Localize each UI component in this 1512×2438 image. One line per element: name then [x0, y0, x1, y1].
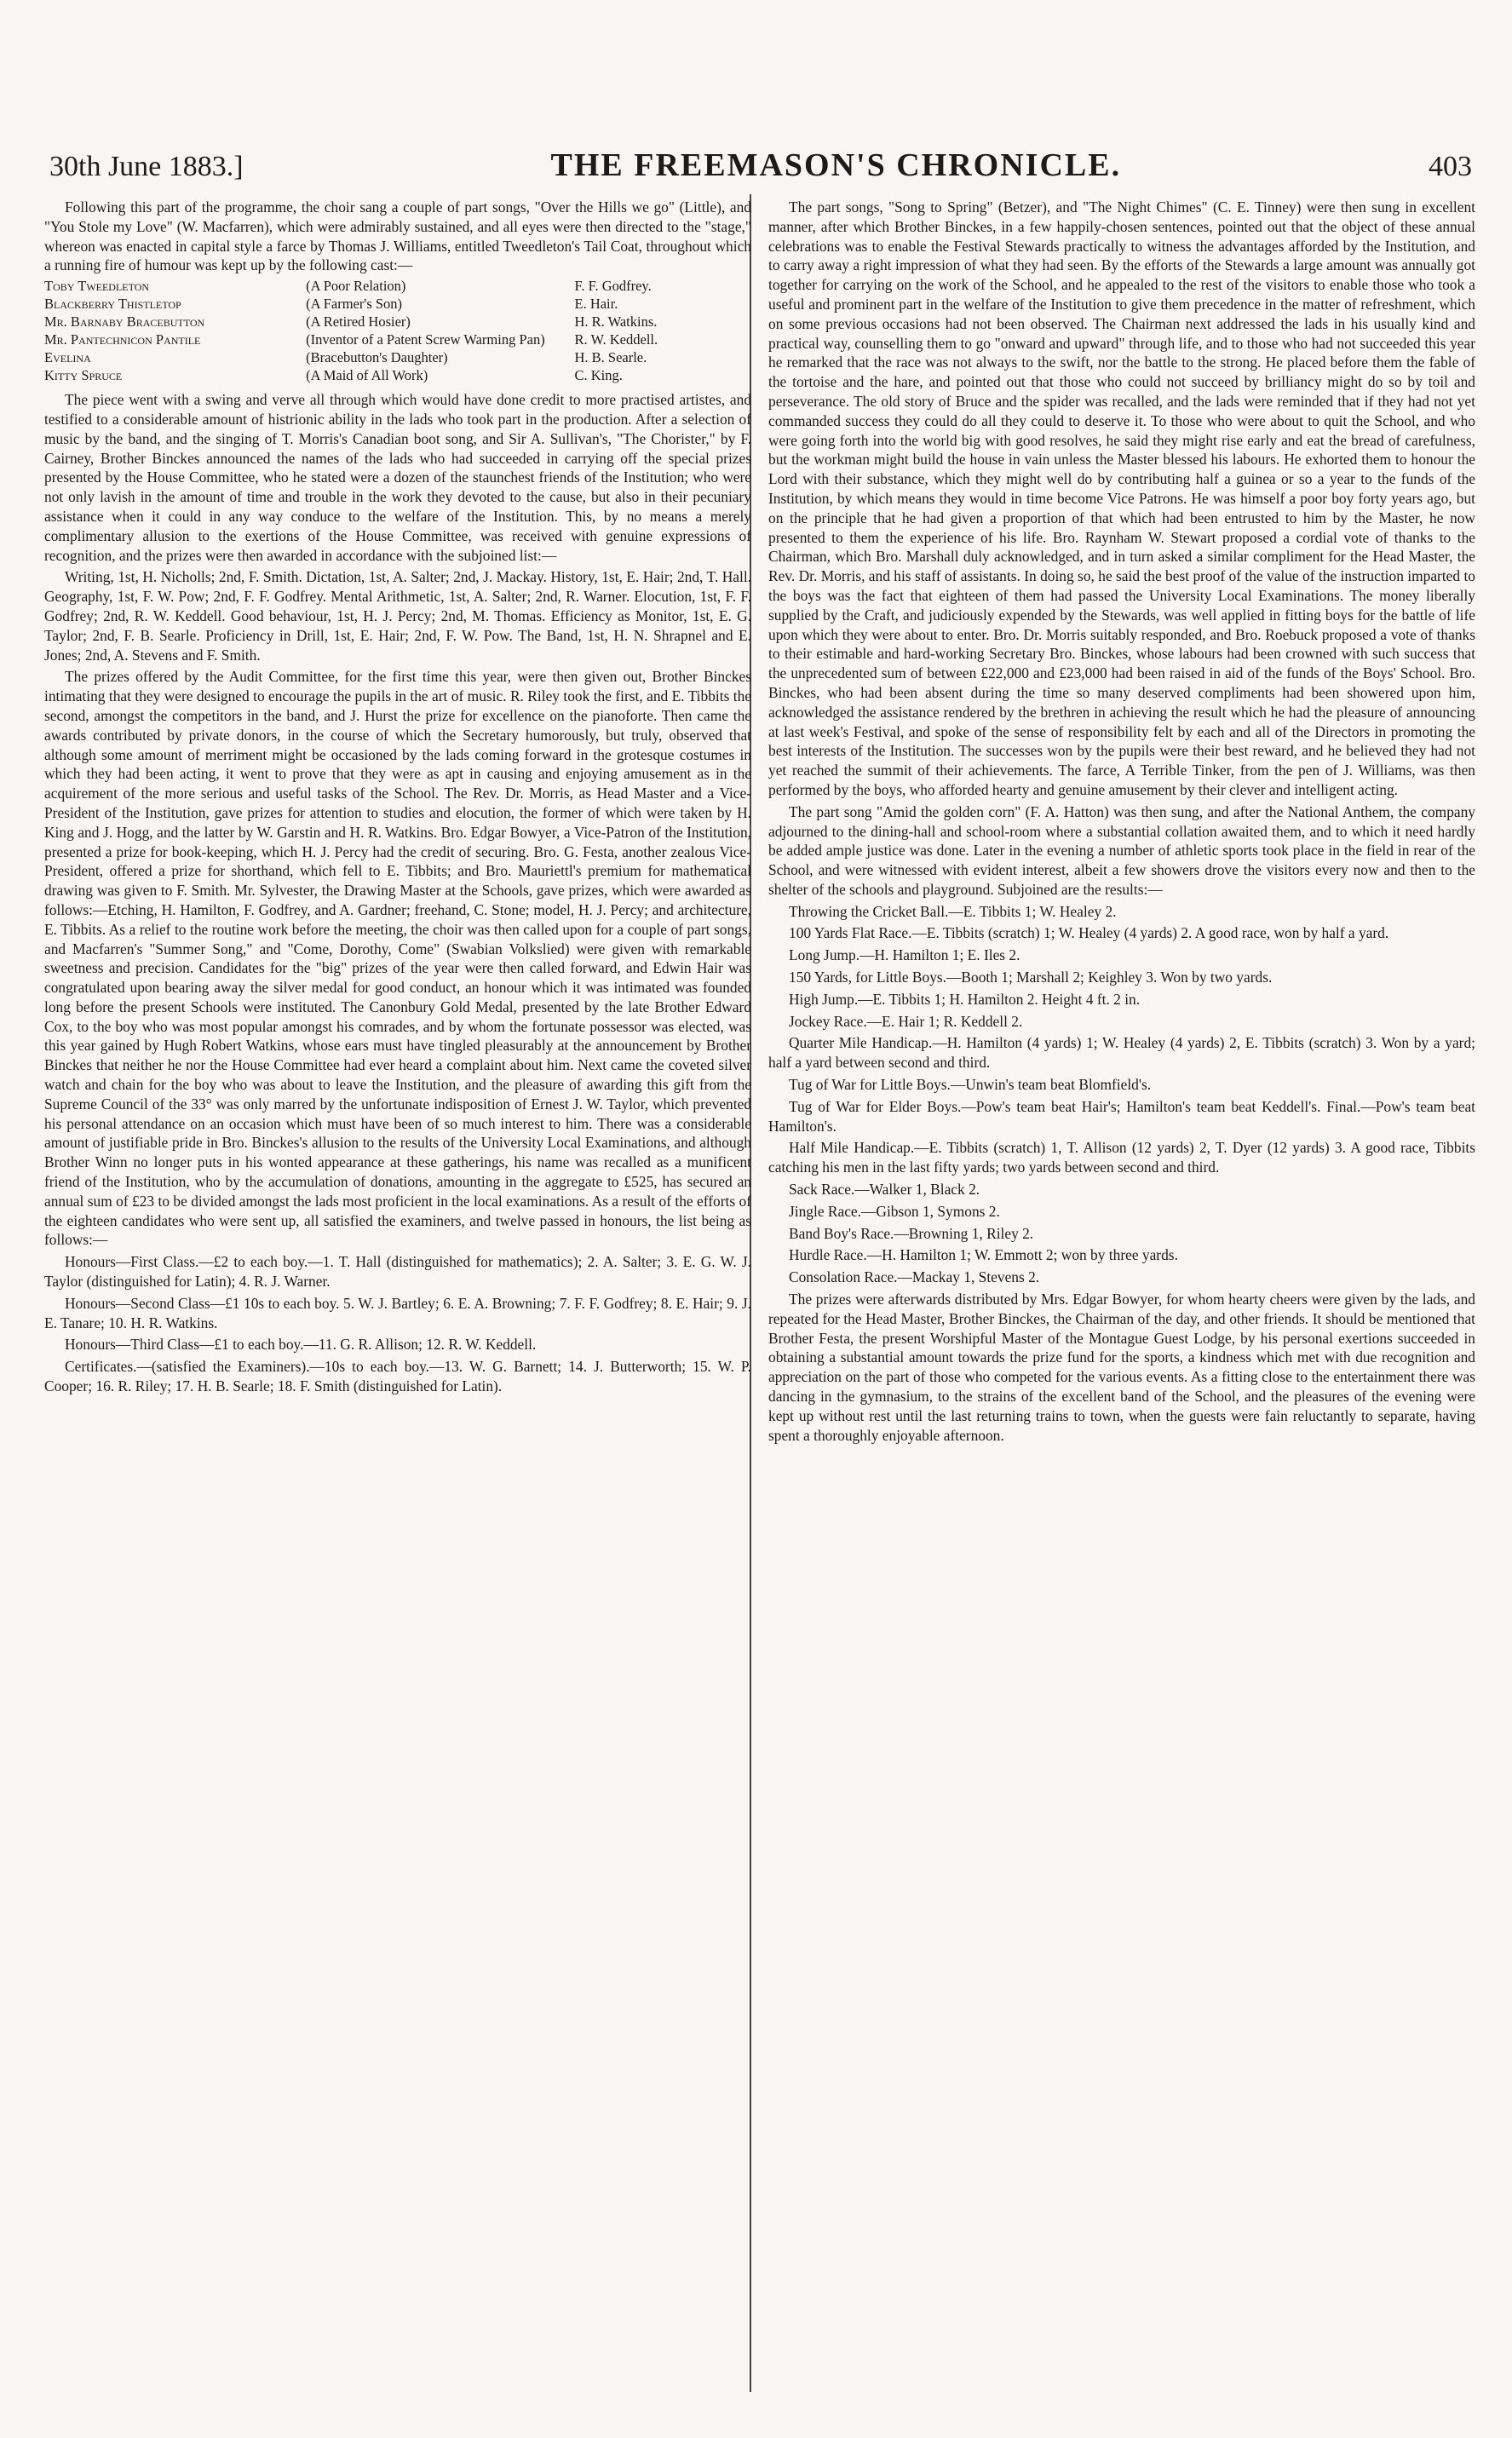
cast-role-description: (A Farmer's Son) — [306, 296, 403, 313]
cast-actor: H. R. Watkins. — [574, 313, 658, 331]
page-number: 403 — [1429, 151, 1472, 182]
cast-actor: R. W. Keddell. — [574, 331, 658, 348]
left-column — [44, 198, 751, 2412]
cast-actor: C. King. — [574, 367, 623, 384]
cast-role-description: (Inventor of a Patent Screw Warming Pan) — [306, 331, 545, 348]
right-column — [768, 198, 1475, 2412]
cast-row — [44, 349, 751, 367]
cast-role-description: (A Poor Relation) — [306, 278, 406, 295]
page-header — [49, 147, 1472, 186]
sports-result: 100 Yards Flat Race.—E. Tibbits (scratch) 1; W. Healey (4 yards) 2. A good race, won by half a yard. — [789, 924, 1389, 942]
honours-second-class: Honours—Second Class—£1 10s to each boy. 5. W. J. Bartley; 6. E. A. Browning; 7. F. F. Godfrey; 8. E. Hair; 9. J. E. Tanare; 10. H. R. Watkins. — [44, 1294, 751, 1331]
cast-row — [44, 367, 751, 385]
cast-role-description: (A Maid of All Work) — [306, 367, 428, 384]
cast-role: Blackberry Thistletop — [44, 296, 181, 313]
cast-row — [44, 296, 751, 313]
cast-actor: E. Hair. — [574, 296, 618, 313]
article-paragraph: The piece went with a swing and verve all through which would have done credit to more practised artistes, and testified to a considerable amount of histrionic ability in the lads who took part in the production. After a selection of music by the band, and the singing of T. Morris's Canadian boot song, and Sir A. Sullivan's, "The Chorister," by F. Cairney, Brother Binckes announced the names of the lads who had succeeded in carrying off the special prizes presented by the House Committee, who he stated were a dozen of the staunchest friends of the Institution; who were not only lavish in the amount of time and trouble in the work they devoted to the cause, but also in their pecuniary assistance when it could in any way conduce to the welfare of the Institution. This, by no means a merely complimentary allusion to the exertions of the House Committee, was received with genuine expressions of recognition, and the prizes were then awarded in accordance with the subjoined list:— — [44, 391, 751, 564]
article-paragraph: The part songs, "Song to Spring" (Betzer), and "The Night Chimes" (C. E. Tinney) were then sung in excellent manner, after which Brother Binckes, in a few happily-chosen sentences, pointed out that the object of these annual celebrations was to enable the Festival Stewards practically to witness the advantages afforded by the Institution, and to carry away a right impression of what they had seen. By the efforts of the Stewards a large amount was annually got together for carrying on the work of the School, and he appealed to the rest of the visitors to enable those who took a useful and prominent part in the welfare of the Institution to give them precedence in the matter of refreshment, which on some previous occasions had not been observed. The Chairman next addressed the lads in his usually kind and practical way, counselling them to go "onward and upward" through life, and to those who had not succeeded this year he remarked that the race was not always to the swift, nor the battle to the strong. He placed before them the fable of the tortoise and the hare, and pointed out that those who could not succeed by brilliancy might do so by toil and perseverance. The old story of Bruce and the spider was recalled, and the lads were reminded that if they had not yet commanded success they could do all they could to deserve it. To those who were about to quit the School, and who were going forth into the world big with good resolves, he said they might rise early and eat the bread of carefulness, but the workman might build the house in vain unless the Master blessed his labours. He exhorted them to honour the Lord with their substance, which they might well do by contributing half a guinea or so a year to the funds of the Institution, by which means they would in time become Vice Patrons. He was himself a poor boy forty years ago, but on the principle that he had given a proportion of that which had been entrusted to him by the Master, he now presented to them the experience of his life. Bro. Raynham W. Stewart proposed a cordial vote of thanks to the Chairman, which Bro. Marshall duly acknowledged, and in turn asked a similar compliment for the Head Master, the Rev. Dr. Morris, and his staff of assistants. In doing so, he said the best proof of the value of the instruction imparted to the boys was the fact that eighteen of them had passed the University Local Examinations. The money liberally supplied by the Craft, and judiciously expended by the Stewards, was well applied in fitting boys for the battle of life upon which they were about to enter. Bro. Dr. Morris suitably responded, and Bro. Roebuck proposed a vote of thanks to their estimable and hard-working Secretary Bro. Binckes, whose labours had been crowned with such success that the unprecedented sum of between £22,000 and £23,000 had been raised in aid of the funds of the Boys' School. Bro. Binckes, who had been absent during the time so many deserved compliments had been showered upon him, acknowledged the assistance rendered by the brethren in achieving the result which he had the pleasure of announcing at last week's Festival, and spoke of the sense of responsibility felt by each and all of the Directors in promoting the best interests of the Institution. The successes won by the pupils were their best reward, and he believed they had not yet reached the summit of their achievements. The farce, A Terrible Tinker, from the pen of J. Williams, was then performed by the boys, who afforded hearty and genuine amusement by their clever and intelligent acting. — [768, 198, 1475, 798]
sports-result: Hurdle Race.—H. Hamilton 1; W. Emmott 2; won by three yards. — [789, 1246, 1178, 1264]
issue-date: 30th June 1883.] — [49, 151, 244, 182]
honours-first-class: Honours—First Class.—£2 to each boy.—1. T. Hall (distinguished for mathematics); 2. A. Salter; 3. E. G. W. J. Taylor (distinguished for Latin); 4. R. J. Warner. — [44, 1253, 751, 1291]
cast-row — [44, 313, 751, 331]
cast-role: Mr. Barnaby Bracebutton — [44, 313, 205, 331]
sports-result: Long Jump.—H. Hamilton 1; E. Iles 2. — [789, 946, 1020, 964]
cast-role: Toby Tweedleton — [44, 278, 150, 295]
cast-role: Kitty Spruce — [44, 367, 123, 384]
sports-result: Consolation Race.—Mackay 1, Stevens 2. — [789, 1268, 1040, 1286]
cast-actor: H. B. Searle. — [574, 349, 647, 366]
sports-result: Throwing the Cricket Ball.—E. Tibbits 1; W. Healey 2. — [789, 902, 1117, 920]
article-paragraph: Following this part of the programme, the choir sang a couple of part songs, "Over the Hills we go" (Little), and "You Stole my Love" (W. Macfarren), which were admirably sustained, and all eyes were then directed to the "stage," whereon was enacted in capital style a farce by Thomas J. Williams, entitled Tweedleton's Tail Coat, throughout which a running fire of humour was kept up by the following cast:— — [44, 198, 751, 274]
cast-actor: F. F. Godfrey. — [574, 278, 652, 295]
cast-role-description: (Bracebutton's Daughter) — [306, 349, 448, 366]
sports-result: 150 Yards, for Little Boys.—Booth 1; Marshall 2; Keighley 3. Won by two yards. — [789, 969, 1273, 986]
prize-list: Writing, 1st, H. Nicholls; 2nd, F. Smith. Dictation, 1st, A. Salter; 2nd, J. Mackay. History, 1st, E. Hair; 2nd, T. Hall. Geography, 1st, F. W. Pow; 2nd, F. F. Godfrey. Mental Arithmetic, 1st, A. Salter; 2nd, R. Warner. Elocution, 1st, F. F. Godfrey; 2nd, R. W. Keddell. Good behaviour, 1st, H. J. Percy; 2nd, M. Thomas. Efficiency as Monitor, 1st, E. G. Taylor; 2nd, F. B. Searle. Proficiency in Drill, 1st, E. Hair; 2nd, F. W. Pow. The Band, 1st, H. N. Shrapnel and E. Jones; 2nd, A. Stevens and F. Smith. — [44, 568, 751, 664]
cast-list — [44, 278, 751, 385]
sports-result: Quarter Mile Handicap.—H. Hamilton (4 yards) 1; W. Healey (4 yards) 2, E. Tibbits (scratch) 3. Won by a yard; half a yard between second and third. — [768, 1034, 1475, 1072]
sports-result: Sack Race.—Walker 1, Black 2. — [789, 1181, 980, 1199]
publication-title: THE FREEMASON'S CHRONICLE. — [550, 147, 1122, 183]
sports-result: Half Mile Handicap.—E. Tibbits (scratch) 1, T. Allison (12 yards) 2, T. Dyer (12 yards) 3. A good race, Tibbits catching his men in the last fifty yards; two yards between second and third. — [768, 1139, 1475, 1176]
certificates-list: Certificates.—(satisfied the Examiners).—10s to each boy.—13. W. G. Barnett; 14. J. Butterworth; 15. W. P. Cooper; 16. R. Riley; 17. H. B. Searle; 18. F. Smith (distinguished for Latin). — [44, 1358, 751, 1395]
cast-role-description: (A Retired Hosier) — [306, 313, 411, 331]
cast-role: Evelina — [44, 349, 91, 366]
cast-row — [44, 278, 751, 296]
honours-third-class: Honours—Third Class—£1 to each boy.—11. G. R. Allison; 12. R. W. Keddell. — [65, 1336, 537, 1354]
sports-result: Band Boy's Race.—Browning 1, Riley 2. — [789, 1224, 1034, 1242]
sports-result: High Jump.—E. Tibbits 1; H. Hamilton 2. Height 4 ft. 2 in. — [789, 990, 1141, 1008]
article-paragraph: The prizes offered by the Audit Committee, for the first time this year, were then given out, Brother Binckes intimating that they were designed to encourage the pupils in the art of music. R. Riley took the first, and E. Tibbits the second, amongst the competitors in the band, and J. Hurst the prize for excellence on the pianoforte. Then came the awards contributed by private donors, in the course of which the Secretary humorously, but truly, observed that although some amount of merriment might be occasioned by the lads coming forward in the grotesque costumes in which they had been acting, it went to prove that they were as apt in causing and enjoying amusement as in the acquirement of the more serious and useful tasks of the School. The Rev. Dr. Morris, as Head Master and a Vice-President of the Institution, gave prizes for attention to studies and elocution, the former of which were taken by H. King and J. Hogg, and the latter by W. Garstin and H. R. Watkins. Bro. Edgar Bowyer, a Vice-Patron of the Institution, presented a prize for book-keeping, which H. J. Percy had the credit of securing. Bro. G. Festa, another zealous Vice-President, offered a prize for shorthand, which fell to E. Tibbits; and Bro. Mauriettl's premium for mathematical drawing was given to F. Smith. Mr. Sylvester, the Drawing Master at the Schools, gave prizes, which were awarded as follows:—Etching, H. Hamilton, F. Godfrey, and A. Gardner; freehand, C. Stone; model, H. J. Percy; and architecture, E. Tibbits. As a relief to the routine work before the meeting, the choir was then called upon for a couple of part songs, and Macfarren's "Summer Song," and "Come, Dorothy, Come" (Swabian Volkslied) were given with remarkable sweetness and precision. Candidates for the "big" prizes of the year were then called forward, and Edwin Hair was congratulated upon bearing away the silver medal for good conduct, an honour which it was intimated was founded long before the present Schools were instituted. The Canonbury Gold Medal, presented by the late Brother Edward Cox, to the boy who was most popular amongst his comrades, and by whom the fortunate possessor was elected, was this year gained by Hugh Robert Watkins, whose ears must have tingled pleasurably at the announcement by Brother Binckes that neither he nor the House Committee had ever heard a complaint about him. Next came the coveted silver watch and chain for the boy who was about to leave the Institution, and the pleasure of awarding this gift from the Supreme Council of the 33° was only marred by the unfortunate indisposition of Ernest J. W. Taylor, which prevented his personal attendance on an occasion which must have been of so much interest to him. There was a considerable amount of justifiable pride in Bro. Binckes's allusion to the results of the University Local Examinations, and although Brother Winn no longer puts in his wonted appearance at these gatherings, his name was recalled as a munificent friend of the Institution, who by the accumulation of donations, amounting in the aggregate to £525, has secured an annual sum of £23 to be divided amongst the lads most proficient in the local examinations. As a result of the efforts of the eighteen candidates who were sent up, all satisfied the examiners, and twelve passed in honours, the list being as follows:— — [44, 668, 751, 1249]
sports-result: Jockey Race.—E. Hair 1; R. Keddell 2. — [789, 1012, 1023, 1030]
sports-result: Jingle Race.—Gibson 1, Symons 2. — [789, 1202, 1000, 1220]
cast-row — [44, 331, 751, 349]
sports-result: Tug of War for Little Boys.—Unwin's team beat Blomfield's. — [789, 1076, 1152, 1094]
article-paragraph: The part song "Amid the golden corn" (F. A. Hatton) was then sung, and after the National Anthem, the company adjourned to the dining-hall and school-room where a substantial collation awaited them, and to which it need hardly be added ample justice was done. Later in the evening a number of athletic sports took place in the field in rear of the School, and were witnessed with evident interest, albeit a few showers drove the visitors every now and then to the shelter of the schools and playground. Subjoined are the results:— — [768, 802, 1475, 898]
cast-role: Mr. Pantechnicon Pantile — [44, 331, 201, 348]
sports-result: Tug of War for Elder Boys.—Pow's team beat Hair's; Hamilton's team beat Keddell's. Final.—Pow's team beat Hamilton's. — [768, 1097, 1475, 1135]
article-paragraph: The prizes were afterwards distributed by Mrs. Edgar Bowyer, for whom hearty cheers were given by the lads, and repeated for the Head Master, Brother Binckes, the Chairman of the day, and other friends. It should be mentioned that Brother Festa, the present Worshipful Master of the Montague Guest Lodge, by his personal exertions succeeded in obtaining a substantial amount towards the prize fund for the sports, a kindness which met with due recognition and appreciation on the part of those who competed for the various events. As a fitting close to the entertainment there was dancing in the gymnasium, to the strains of the excellent band of the School, and the pleasures of the evening were kept up without rest until the last returning trains to town, when the guests were fain reluctantly to separate, having spent a thoroughly enjoyable afternoon. — [768, 1291, 1475, 1444]
